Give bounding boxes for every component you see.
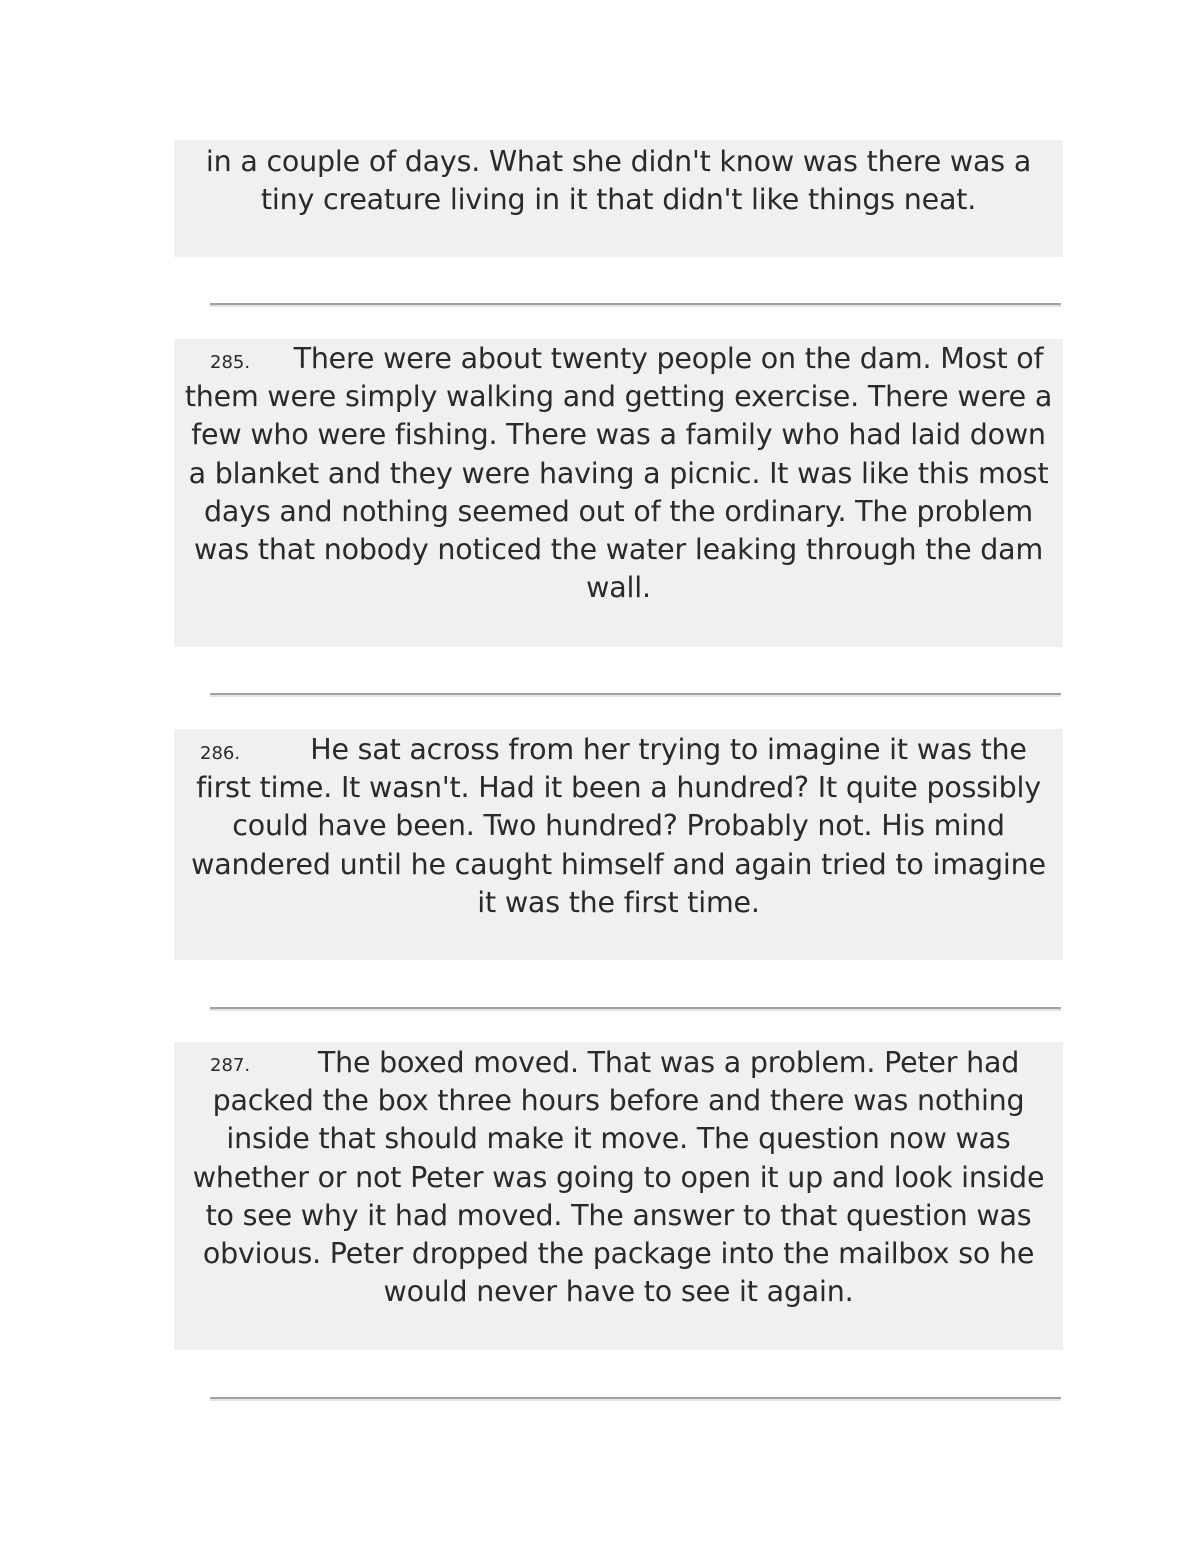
paragraph-number: 285. (210, 352, 251, 373)
separator-line (210, 1397, 1061, 1401)
paragraph-text (184, 340, 1053, 607)
paragraph-body: in a couple of days. What she didn't know was there was a tiny creature living in it that didn't like things neat. (205, 145, 1032, 217)
paragraph-block-285 (174, 339, 1063, 647)
paragraph-block-286 (174, 729, 1063, 960)
paragraph-number: 287. (210, 1055, 251, 1076)
paragraph-text (184, 1044, 1053, 1311)
paragraph-body: The boxed moved. That was a problem. Peter had packed the box three hours before and there was nothing inside that should make it move. The question now was whether or not Peter was going to open it up and look inside to see why it had moved. The answer to that question was obvious. Peter dropped the package into the mailbox so he would never have to see it again. (192, 1046, 1045, 1309)
paragraph-body: He sat across from her trying to imagine it was the first time. It wasn't. Had it been a hundred? It quite possibly could have been. Two hundred? Probably not. His mind wandered until he caught himself and again tried to imagine it was the first time. (191, 733, 1046, 919)
paragraph-number: 286. (200, 743, 241, 764)
paragraph-block-287 (174, 1042, 1063, 1350)
separator-line (210, 1007, 1061, 1011)
paragraph-text (184, 143, 1053, 219)
separator-line (210, 303, 1061, 307)
paragraph-text (184, 731, 1053, 922)
paragraph-block-continued (174, 140, 1063, 257)
separator-line (210, 693, 1061, 697)
paragraph-body: There were about twenty people on the dam. Most of them were simply walking and getting exercise. There were a few who were fishing. There was a family who had laid down a blanket and they were having a picnic. It was like this most days and nothing seemed out of the ordinary. The problem was that nobody noticed the water leaking through the dam wall. (184, 342, 1053, 605)
